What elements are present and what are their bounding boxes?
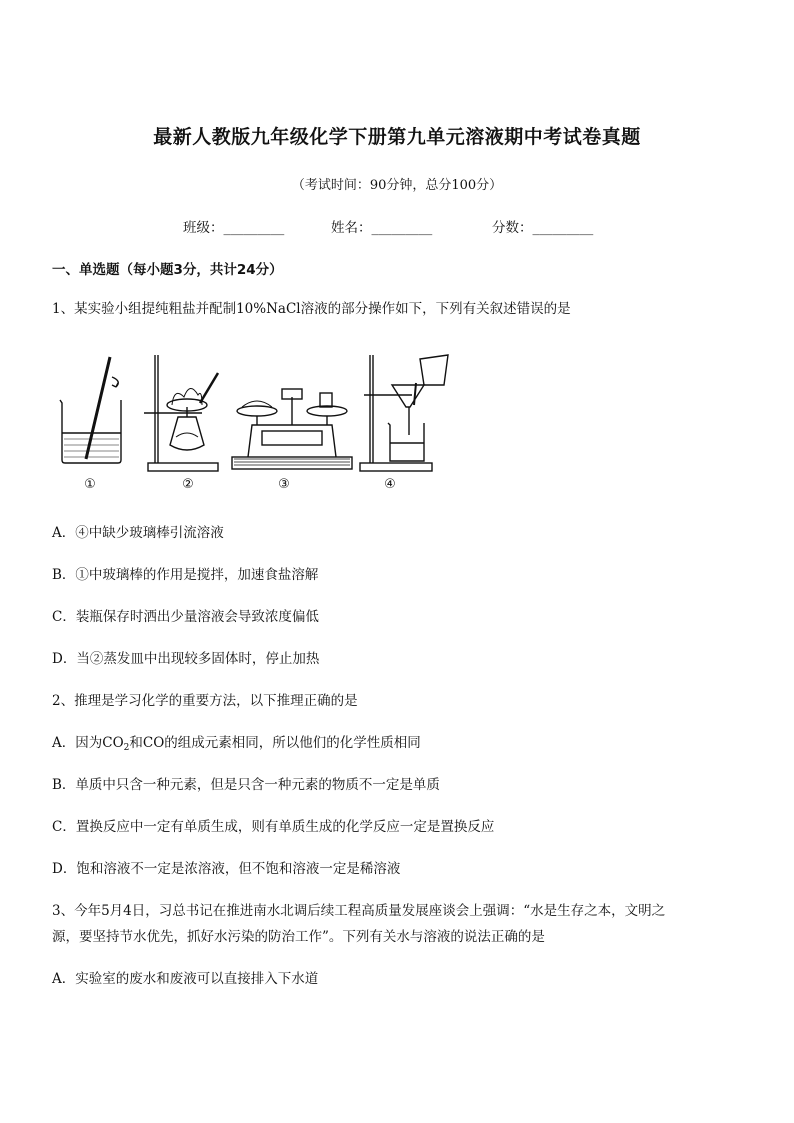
- q2-option-d[interactable]: D．饱和溶液不一定是浓溶液，但不饱和溶液一定是稀溶液: [52, 861, 401, 877]
- beaker-with-rod: [60, 357, 121, 463]
- question-3-stem-line1: 3、今年5月4日，习总书记在推进南水北调后续工程高质量发展座谈会上强调：“水是生存之本，文明之: [52, 903, 666, 919]
- exam-duration: （考试时间：90分钟，总分100分）: [291, 178, 503, 193]
- evaporation-stand: [144, 355, 218, 471]
- figure-label-4: ④: [384, 477, 396, 492]
- class-field: [183, 216, 284, 236]
- section-heading: 一、单选题（每小题3分，共计24分）: [52, 262, 283, 278]
- name-blank[interactable]: _________: [371, 220, 433, 236]
- question-2-stem: 2、推理是学习化学的重要方法，以下推理正确的是: [52, 693, 358, 709]
- q1-option-d[interactable]: D．当②蒸发皿中出现较多固体时，停止加热: [52, 651, 320, 667]
- question-1-stem: 1、某实验小组提纯粗盐并配制10%NaCl溶液的部分操作如下，下列有关叙述错误的是: [52, 301, 571, 317]
- score-blank[interactable]: _________: [532, 220, 594, 236]
- lab-apparatus-figure: [52, 345, 472, 495]
- score-field: [492, 216, 593, 236]
- q2-option-b[interactable]: B．单质中只含一种元素，但是只含一种元素的物质不一定是单质: [52, 777, 440, 793]
- class-label: 班级：: [183, 220, 224, 236]
- question-3-stem-line2: 源，要坚持节水优先，抓好水污染的防治工作”。下列有关水与溶液的说法正确的是: [52, 929, 545, 945]
- figure-label-3: ③: [278, 477, 290, 492]
- figure-label-1: ①: [84, 477, 96, 492]
- q2-option-a-suffix: 和CO的组成元素相同，所以他们的化学性质相同: [129, 735, 421, 751]
- q1-option-c[interactable]: C．装瓶保存时洒出少量溶液会导致浓度偏低: [52, 609, 319, 625]
- subscript-2: 2: [123, 743, 130, 753]
- q1-option-a[interactable]: A．④中缺少玻璃棒引流溶液: [52, 525, 224, 541]
- q1-option-b[interactable]: B．①中玻璃棒的作用是搅拌，加速食盐溶解: [52, 567, 319, 583]
- filtration-setup: [360, 355, 448, 471]
- class-blank[interactable]: _________: [223, 220, 285, 236]
- q2-option-c[interactable]: C．置换反应中一定有单质生成，则有单质生成的化学反应一定是置换反应: [52, 819, 495, 835]
- weighing-balance: [232, 389, 352, 469]
- page-title: 最新人教版九年级化学下册第九单元溶液期中考试卷真题: [153, 126, 641, 148]
- name-field: [331, 216, 432, 236]
- q3-option-a[interactable]: A．实验室的废水和废液可以直接排入下水道: [52, 971, 319, 987]
- score-label: 分数：: [492, 220, 533, 236]
- q2-option-a-prefix: A．因为CO: [52, 735, 124, 751]
- name-label: 姓名：: [331, 220, 372, 236]
- q2-option-a[interactable]: [52, 732, 421, 759]
- figure-label-2: ②: [182, 477, 194, 492]
